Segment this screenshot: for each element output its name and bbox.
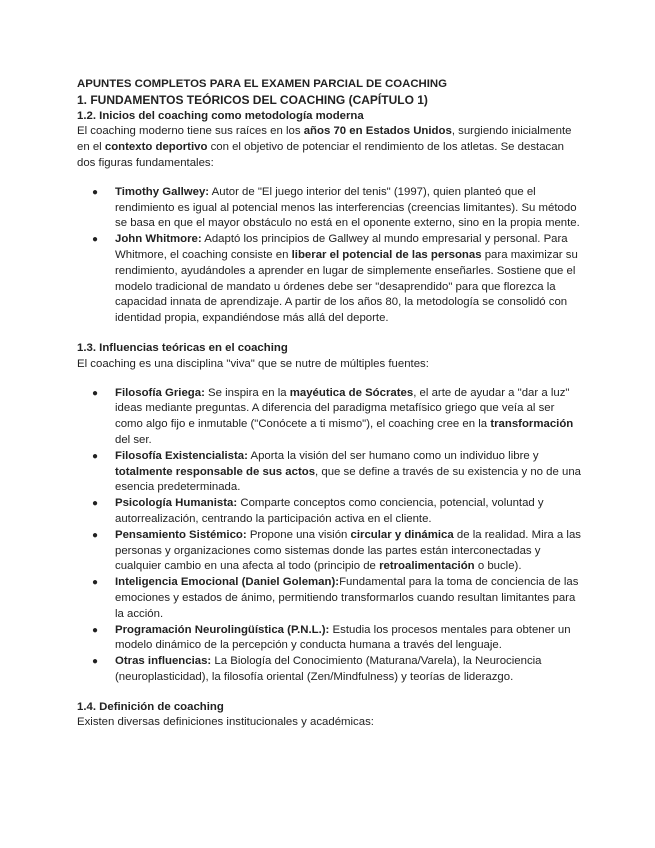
section-heading-1-2: 1.2. Inicios del coaching como metodología moderna <box>77 109 364 122</box>
list-item <box>77 496 582 528</box>
bullet-icon: ● <box>92 498 99 510</box>
text-run: El coaching moderno tiene sus raíces en los <box>77 125 304 138</box>
section-1-2-intro <box>77 124 582 171</box>
document-title: APUNTES COMPLETOS PARA EL EXAMEN PARCIAL DE COACHING <box>77 78 448 90</box>
list-item <box>77 185 582 232</box>
list-item <box>77 528 582 575</box>
bullet-icon: ● <box>92 450 99 462</box>
bold-run: Inteligencia Emocional (Daniel Goleman): <box>115 576 340 589</box>
text-run: La Biología del Conocimiento (Maturana/Varela), la Neurociencia (neuroplasticidad), la filosofía oriental (Zen/Mindfulness) y teorías de liderazgo. <box>115 655 542 683</box>
text-run: Se inspira en la <box>204 386 290 399</box>
bold-run: liberar el potencial de las personas <box>291 248 482 261</box>
section-1-3-intro: El coaching es una disciplina "viva" que se nutre de múltiples fuentes: <box>77 357 429 370</box>
bullet-icon: ● <box>92 624 99 636</box>
bullet-icon: ● <box>92 234 99 246</box>
list-item <box>77 654 582 686</box>
figures-list <box>77 185 582 327</box>
bold-run: circular y dinámica <box>350 528 454 541</box>
bullet-icon: ● <box>92 529 99 541</box>
bold-run: John Whitmore: <box>115 233 202 246</box>
document-page <box>77 77 582 731</box>
list-item <box>77 623 582 655</box>
list-item <box>77 575 582 622</box>
section-heading-1-3: 1.3. Influencias teóricas en el coaching <box>77 341 288 354</box>
text-run: Comparte conceptos como conciencia, potencial, voluntad y autorrealización, centrando la participación activa en el cliente. <box>115 497 544 525</box>
bold-run: Filosofía Existencialista: <box>115 449 248 462</box>
text-run: del ser. <box>115 433 152 446</box>
text-run: Estudia los procesos mentales para obtener un modelo dinámico de la percepción y conducta humana a través del lenguaje. <box>115 623 571 652</box>
text-run: Autor de "El juego interior del tenis" (1997), quien planteó que el rendimiento es igual al potencial menos las interferencias (creencias limitantes). Su método se basa en que el mayor obstáculo no está en el oponente externo, sino en la propia mente. <box>115 185 580 230</box>
text-run: o bucle). <box>474 560 522 573</box>
bold-run: Timothy Gallwey: <box>115 185 210 198</box>
text-run: , que se define a través de su existencia y no de una esencia predeterminada. <box>115 465 582 494</box>
bold-run: Filosofía Griega: <box>115 386 205 399</box>
text-run: Adaptó los principios de Gallwey al mundo empresarial y personal. Para Whitmore, el coaching consiste en <box>115 233 568 261</box>
bullet-icon: ● <box>92 577 99 589</box>
text-run: de la realidad. Mira a las personas y organizaciones como sistemas donde las partes están interconectadas y cualquier cambio en una afecta al todo (principio de <box>115 528 581 573</box>
bold-run: retroalimentación <box>379 560 475 573</box>
text-run: Aporta la visión del ser humano como un individuo libre y <box>247 449 539 462</box>
bold-run: Pensamiento Sistémico: <box>115 528 247 541</box>
text-run: , surgiendo inicialmente en el <box>77 125 572 154</box>
text-run: con el objetivo de potenciar el rendimiento de los atletas. Se destacan dos figuras fundamentales: <box>77 141 564 169</box>
bold-run: años 70 en Estados Unidos <box>303 125 452 138</box>
bold-run: Otras influencias: <box>115 655 212 668</box>
bold-run: contexto deportivo <box>104 141 208 154</box>
section-heading-1-4: 1.4. Definición de coaching <box>77 700 224 713</box>
bold-run: Programación Neurolingüística (P.N.L.): <box>115 623 330 636</box>
bold-run: transformación <box>490 418 574 431</box>
bullet-icon: ● <box>92 387 99 399</box>
bold-run: mayéutica de Sócrates <box>289 386 414 399</box>
bullet-icon: ● <box>92 656 99 668</box>
bold-run: totalmente responsable de sus actos <box>115 465 316 478</box>
list-item <box>77 449 582 496</box>
influences-list <box>77 386 582 686</box>
list-item <box>77 232 582 327</box>
bullet-icon: ● <box>92 186 99 198</box>
text-run: , el arte de ayudar a "dar a luz" ideas mediante preguntas. A diferencia del paradigma metafísico griego que veía al ser como algo fijo e inmutable ("Conócete a ti mismo"), el coaching cree en la <box>115 386 570 431</box>
text-run: Propone una visión <box>246 528 351 541</box>
text-run: para maximizar su rendimiento, ayudándoles a aprender en lugar de simplemente enseñarles. Sostiene que el modelo tradicional de mandato u órdenes debe ser "desaprendido" para que florezca la capacidad innata de aprendizaje. A partir de los años 80, la metodología se consolidó con identidad propia, expandiéndose más allá del deporte. <box>115 248 578 325</box>
section-1-4-intro: Existen diversas definiciones institucionales y académicas: <box>77 716 374 729</box>
list-item <box>77 386 582 449</box>
bold-run: Psicología Humanista: <box>115 497 238 510</box>
section-heading-1: 1. FUNDAMENTOS TEÓRICOS DEL COACHING (CAPÍTULO 1) <box>77 92 428 107</box>
text-run: Fundamental para la toma de conciencia de las emociones y estados de ánimo, permitiendo transformarlos cuando resultan limitantes para la acción. <box>115 576 579 620</box>
